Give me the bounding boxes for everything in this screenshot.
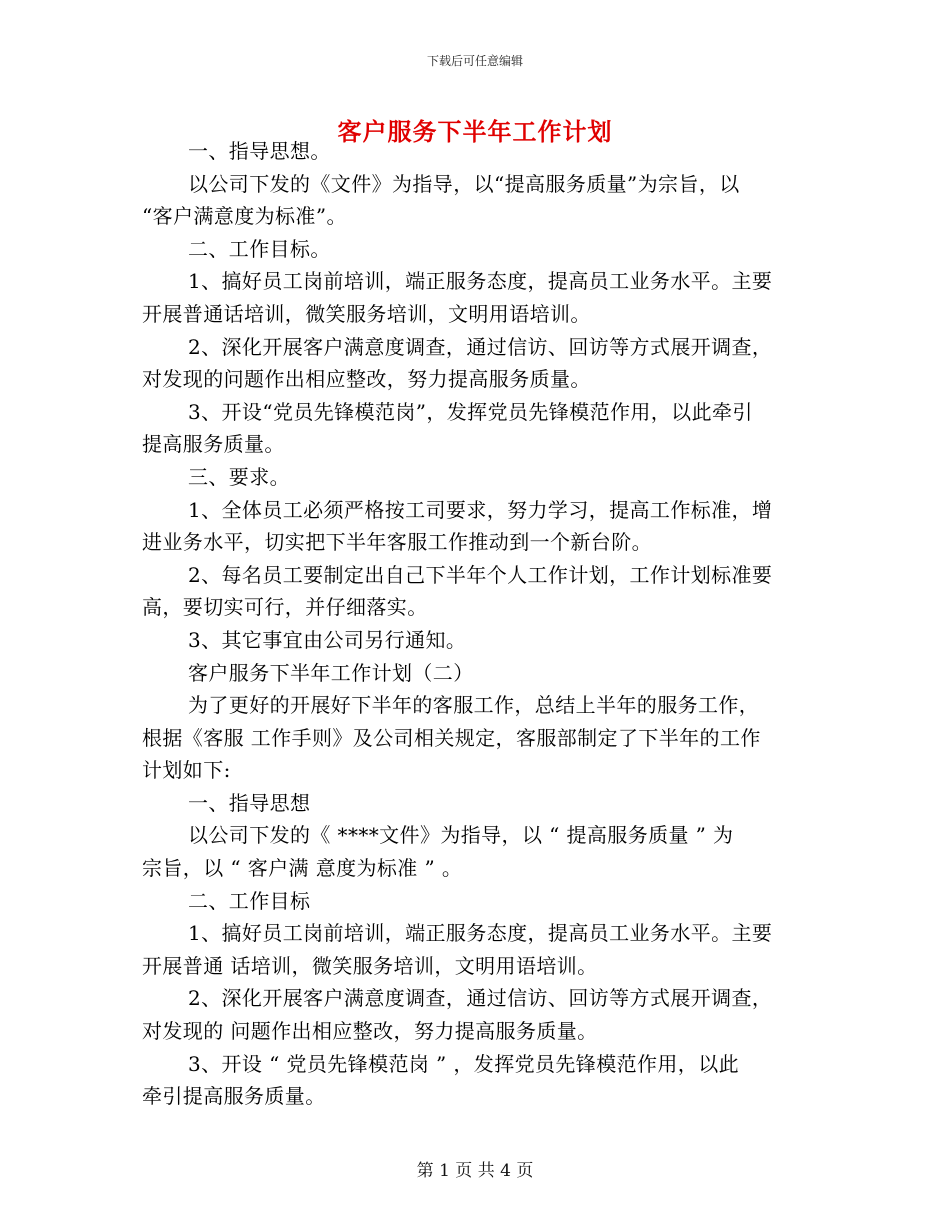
text-line: 宗旨，以 “ 客户满 意度为标准 ” 。 [142,856,463,881]
page-header-note: 下载后可任意编辑 [426,54,523,68]
text-line: 对发现的问题作出相应整改，努力提高服务质量。 [142,367,591,392]
text-line: 2、深化开展客户满意度调查，通过信访、回访等方式展开调查， [188,334,773,359]
text-line: 提高服务质量。 [142,432,285,457]
text-line: 二、工作目标。 [188,236,331,261]
text-line: 开展普通话培训，微笑服务培训，文明用语培训。 [142,301,591,326]
text-line: 一、指导思想 [188,790,311,815]
text-line: 进业务水平，切实把下半年客服工作推动到一个新台阶。 [142,530,652,555]
text-line: 2、深化开展客户满意度调查，通过信访、回访等方式展开调查， [188,986,773,1011]
text-line: “客户满意度为标准”。 [142,204,347,229]
document-body [142,135,806,1113]
text-line: 高，要切实可行，并仔细落实。 [142,595,428,620]
text-line: 对发现的 问题作出相应整改，努力提高服务质量。 [142,1019,598,1044]
text-line: 开展普通 话培训，微笑服务培训，文明用语培训。 [142,953,598,978]
text-line: 三、要求。 [188,464,290,489]
text-line: 3、其它事宜由公司另行通知。 [188,627,467,652]
text-line: 根据《客服 工作手则》及公司相关规定，客服部制定了下半年的工作 [142,725,761,750]
text-line: 计划如下: [142,758,231,783]
text-line: 以公司下发的《文件》为指导，以“提高服务质量”为宗旨，以 [188,171,740,196]
text-line: 二、工作目标 [188,888,311,913]
text-line: 1、搞好员工岗前培训，端正服务态度，提高员工业务水平。主要 [188,269,773,294]
document-title: 客户服务下半年工作计划 [337,117,613,146]
text-line: 3、开设“党员先锋模范岗”，发挥党员先锋模范作用，以此牵引 [188,399,753,424]
text-line: 以公司下发的《 ****文件》为指导，以 “ 提高服务质量 ” 为 [188,823,734,848]
text-line: 2、每名员工要制定出自己下半年个人工作计划，工作计划标准要 [188,562,773,587]
text-line: 1、全体员工必须严格按工司要求，努力学习，提高工作标准，增 [188,497,773,522]
page-footer: 第 1 页 共 4 页 [416,1161,534,1181]
text-line: 一、指导思想。 [188,139,331,163]
text-line: 客户服务下半年工作计划（二） [188,660,474,685]
text-line: 为了更好的开展好下半年的客服工作，总结上半年的服务工作， [188,693,760,718]
text-line: 牵引提高服务质量。 [142,1084,326,1109]
text-line: 3、开设 “ 党员先锋模范岗 ” ，发挥党员先锋模范作用，以此 [188,1051,740,1076]
text-line: 1、搞好员工岗前培训，端正服务态度，提高员工业务水平。主要 [188,921,773,946]
